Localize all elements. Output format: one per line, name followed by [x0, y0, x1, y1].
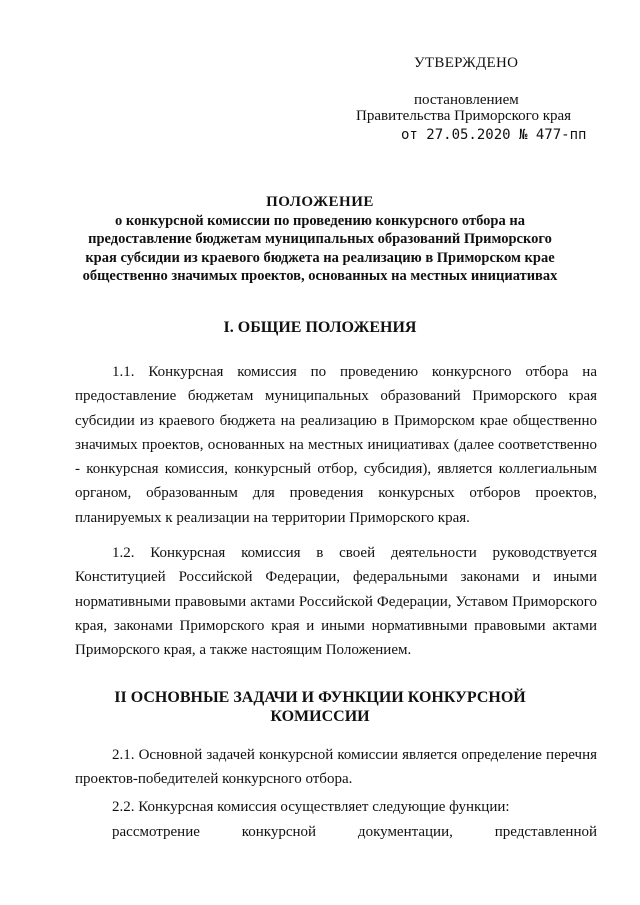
document-subtitle-line: края субсидии из краевого бюджета на реализацию в Приморском крае — [85, 249, 555, 266]
paragraph-2-1: 2.1. Основной задачей конкурсной комиссии является определение перечня проектов-победителей конкурсного отбора. — [75, 747, 597, 788]
section-1-heading: I. ОБЩИЕ ПОЛОЖЕНИЯ — [223, 319, 417, 336]
document-subtitle-line: о конкурсной комиссии по проведению конкурсного отбора на — [115, 212, 525, 229]
approval-org: Правительства Приморского края — [356, 108, 572, 124]
document-subtitle-line: предоставление бюджетам муниципальных образований Приморского — [88, 231, 552, 247]
section-2-heading — [60, 688, 580, 726]
paragraph-2-3: рассмотрение конкурсной документации, представленной — [112, 824, 597, 840]
paragraph-1-2: 1.2. Конкурсная комиссия в своей деятельности руководствуется Конституцией Российской Федерации, федеральными законами и иными нормативными правовыми актами Российской Федерации, Уставом Приморского края, законами Приморского края и иными нормативными правовыми актами Приморского края, а также настоящим Положением. — [75, 545, 597, 659]
document-subtitle-line: общественно значимых проектов, основанных на местных инициативах — [82, 268, 558, 284]
approval-by: постановлением — [414, 92, 519, 108]
approval-title: УТВЕРЖДЕНО — [414, 55, 519, 71]
paragraph-1-1: 1.1. Конкурсная комиссия по проведению конкурсного отбора на предоставление бюджетам муниципальных образований Приморского края субсидии из краевого бюджета на реализацию в Приморском крае общественно значимых проектов, основанных на местных инициативах (далее соответственно - конкурсная комиссия, конкурсный отбор, субсидия), является коллегиальным органом, образованным для проведения конкурсных отборов проектов, планируемых к реализации на территории Приморского края. — [75, 364, 597, 526]
paragraph-2-2: 2.2. Конкурсная комиссия осуществляет следующие функции: — [112, 799, 510, 815]
section-2-heading-line: II ОСНОВНЫЕ ЗАДАЧИ И ФУНКЦИИ КОНКУРСНОЙ — [114, 689, 526, 706]
document-title: ПОЛОЖЕНИЕ — [266, 194, 374, 210]
document-title-block — [60, 193, 580, 286]
approval-date: от 27.05.2020 № 477-пп — [401, 127, 587, 143]
section-2-heading-line: КОМИССИИ — [270, 708, 370, 725]
